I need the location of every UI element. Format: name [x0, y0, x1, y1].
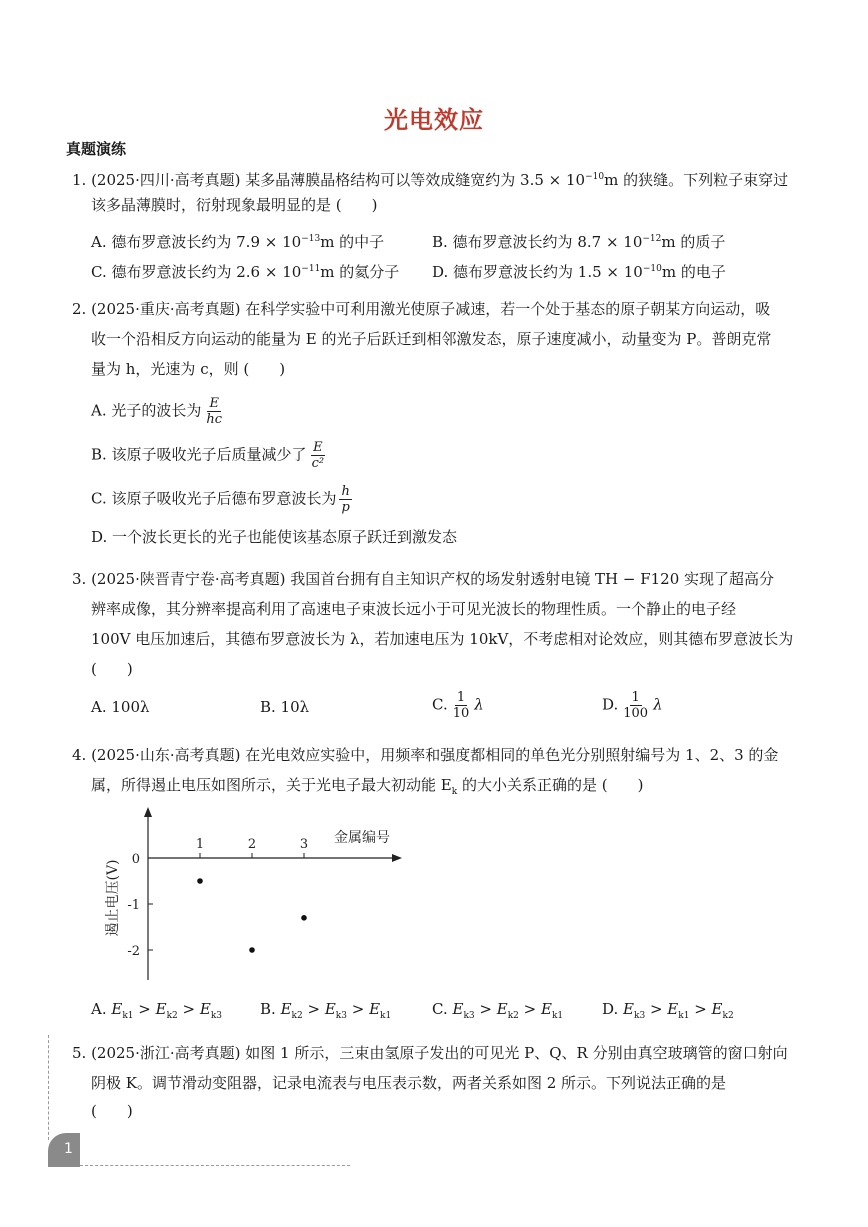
- q4-option-b[interactable]: B. $E_{k2} > E_{k3} > E_{k1}$: [260, 1000, 392, 1021]
- q4-stem-line2: 属，所得遏止电压如图所示，关于光电子最大初动能 $E_k$ 的大小关系正确的是 ( ): [91, 776, 644, 797]
- q4-stem-line1: 4. (2025·山东·高考真题) 在光电效应实验中，用频率和强度都相同的单色光分别照射编号为 1、2、3 的金: [72, 746, 779, 764]
- q3-stem-line1: 3. (2025·陕晋青宁卷·高考真题) 我国首台拥有自主知识产权的场发射透射电镜 TH − F120 实现了超高分: [72, 570, 775, 588]
- y-tick-label: -1: [127, 898, 140, 913]
- q1-option-a[interactable]: A. 德布罗意波长约为 $7.9 \times 10^{-13}m$ 的中子: [91, 233, 385, 251]
- data-point: [249, 947, 255, 953]
- q5-stem-line1: 5. (2025·浙江·高考真题) 如图 1 所示，三束由氢原子发出的可见光 P、Q、R 分别由真空玻璃管的窗口射向: [72, 1044, 788, 1062]
- q1-stem-line1: 1. (2025·四川·高考真题) 某多晶薄膜晶格结构可以等效成缝宽约为 $3.5 \times 10^{-10}m$ 的狭缝。下列粒子束穿过: [72, 171, 789, 189]
- q3-option-b[interactable]: B. 10λ: [260, 698, 310, 716]
- q1-stem-line2: 该多晶薄膜时，衍射现象最明显的是 ( ): [91, 196, 378, 214]
- q1-option-d[interactable]: D. 德布罗意波长约为 $1.5 \times 10^{-10}m$ 的电子: [432, 263, 726, 281]
- q4-option-c[interactable]: C. $E_{k3} > E_{k2} > E_{k1}$: [432, 1000, 564, 1021]
- page-number: 1: [64, 1141, 73, 1157]
- data-point: [301, 915, 307, 921]
- q2-stem-line3: 量为 h，光速为 c，则 ( ): [91, 360, 286, 378]
- q2-stem-line2: 收一个沿相反方向运动的能量为 E 的光子后跃迁到相邻激发态，原子速度减小，动量变为 P。普朗克常: [91, 330, 772, 348]
- q3-option-d[interactable]: D. $\frac{1}{100}$ λ: [602, 690, 663, 721]
- section-heading: 真题演练: [66, 140, 127, 158]
- q2-stem-line1: 2. (2025·重庆·高考真题) 在科学实验中可利用激光使原子减速，若一个处于基态的原子朝某方向运动，吸: [72, 300, 771, 318]
- q2-option-b[interactable]: B. 该原子吸收光子后质量减少了 $\frac{E}{\text{c²}}$: [91, 440, 325, 471]
- x-tick-label: 1: [195, 837, 205, 852]
- y-axis-label: 遏止电压(V): [105, 859, 121, 937]
- x-axis-label: 金属编号: [334, 830, 390, 846]
- y-tick-label: -2: [127, 944, 140, 959]
- q3-option-c[interactable]: C. $\frac{1}{10}$ λ: [432, 690, 484, 721]
- q5-stem-line2: 阴极 K。调节滑动变阻器，记录电流表与电压表示数，两者关系如图 2 所示。下列说法正确的是: [91, 1074, 727, 1092]
- fraction: $\frac{1}{10}$: [452, 690, 470, 721]
- fraction: $\frac{1}{100}$: [623, 690, 649, 721]
- q3-stem-line2: 辨率成像，其分辨率提高利用了高速电子束波长远小于可见光波长的物理性质。一个静止的电子经: [91, 600, 737, 618]
- x-tick-label: 3: [299, 837, 309, 852]
- stopping-voltage-chart: [100, 805, 420, 990]
- page-edge-divider: [48, 1035, 49, 1140]
- q3-stem-line3: 100V 电压加速后，其德布罗意波长为 λ，若加速电压为 10kV，不考虑相对论效应，则其德布罗意波长为: [91, 630, 794, 648]
- q1-option-c[interactable]: C. 德布罗意波长约为 $2.6 \times 10^{-11}m$ 的氦分子: [91, 263, 400, 281]
- q5-stem-line3: ( ): [91, 1102, 133, 1120]
- q4-option-d[interactable]: D. $E_{k3} > E_{k1} > E_{k2}$: [602, 1000, 734, 1021]
- y-axis-arrow: [144, 807, 152, 817]
- q1-option-b[interactable]: B. 德布罗意波长约为 $8.7 \times 10^{-12}m$ 的质子: [432, 233, 726, 251]
- x-tick-label: 2: [247, 837, 257, 852]
- q3-stem-line4: ( ): [91, 660, 133, 678]
- x-axis-arrow: [392, 854, 402, 862]
- fraction: $\frac{E}{hc}$: [206, 396, 223, 427]
- q4-option-a[interactable]: A. $E_{k1} > E_{k2} > E_{k3}$: [91, 1000, 223, 1021]
- q2-option-d[interactable]: D. 一个波长更长的光子也能使该基态原子跃迁到激发态: [91, 528, 458, 546]
- y-tick-label: 0: [131, 852, 140, 867]
- data-point: [197, 878, 203, 884]
- fraction: $\frac{h}{p}$: [341, 484, 350, 515]
- q2-option-c[interactable]: C. 该原子吸收光子后德布罗意波长为 $\frac{h}{p}$: [91, 484, 350, 515]
- q3-option-a[interactable]: A. 100λ: [91, 698, 150, 716]
- footer-divider: [80, 1165, 350, 1166]
- q2-option-a[interactable]: A. 光子的波长为 $\frac{E}{hc}$: [91, 396, 223, 427]
- page-title: 光电效应: [384, 106, 484, 134]
- fraction: $\frac{E}{\text{c²}}$: [311, 440, 325, 471]
